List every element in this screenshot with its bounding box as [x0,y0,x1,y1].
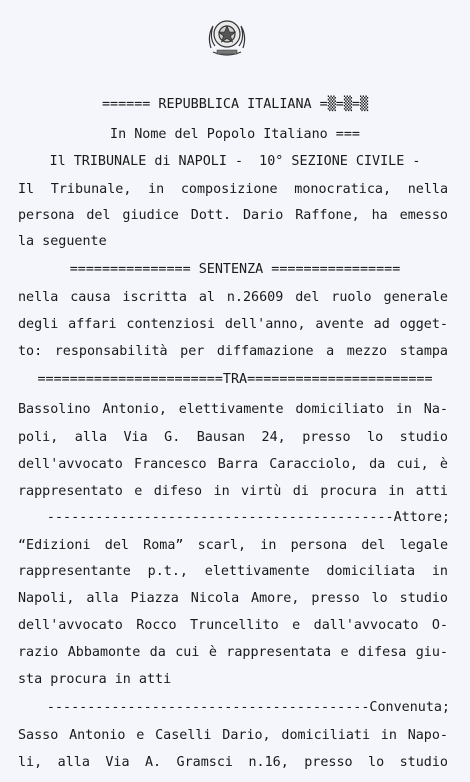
convenuta-line: sta procura in atti [18,672,172,687]
convenuta-label: ----------------------------------------Convenuta; [46,700,450,715]
causa-line: to: responsabilità per diffamazione a mezzo stampa [18,344,448,359]
republic-heading: ====== REPUBBLICA ITALIANA =▒=▒=▒ [101,97,369,112]
tra-heading: =======================TRA======================= [37,372,433,387]
intro-line: Il Tribunale, in composizione monocratica, nella [18,182,448,197]
convenuta-line: Napoli, alla Piazza Nicola Amore, presso lo studio [18,591,448,606]
tribunale-heading: Il TRIBUNALE di NAPOLI - 10° SEZIONE CIVILE - [49,154,421,169]
sasso-line: li, alla Via A. Gramsci n.16, presso lo studio [18,755,448,770]
attore-line: poli, alla Via G. Bausan 24, presso lo studio [18,430,448,445]
italian-republic-emblem-icon [205,12,249,60]
causa-line: nella causa iscritta al n.26609 del ruolo generale [18,290,448,305]
sasso-line: Sasso Antonio e Caselli Dario, domiciliati in Napo- [18,728,448,743]
convenuta-line: “Edizioni del Roma” scarl, in persona del legale [18,538,448,553]
convenuta-line: dell'avvocato Rocco Truncellito e dall'avvocato O- [18,618,448,633]
intro-line: la seguente [18,234,107,249]
sentenza-heading: =============== SENTENZA ================ [69,262,401,277]
attore-line: rappresentato e difeso in virtù di procura in atti [18,484,448,499]
convenuta-line: razio Abbamonte da cui è rappresentata e difesa giu- [18,645,448,660]
causa-line: degli affari contenziosi dell'anno, avente ad ogget- [18,317,448,332]
intro-line: persona del giudice Dott. Dario Raffone, ha emesso [18,208,448,223]
in-nome-heading: In Nome del Popolo Italiano === [110,127,360,142]
attore-line: dell'avvocato Francesco Barra Caracciolo, da cui, è [18,457,448,472]
attore-line: Bassolino Antonio, elettivamente domiciliato in Na- [18,402,448,417]
convenuta-line: rappresentante p.t., elettivamente domiciliata in [18,564,448,579]
attore-label: -------------------------------------------Attore; [46,510,450,525]
